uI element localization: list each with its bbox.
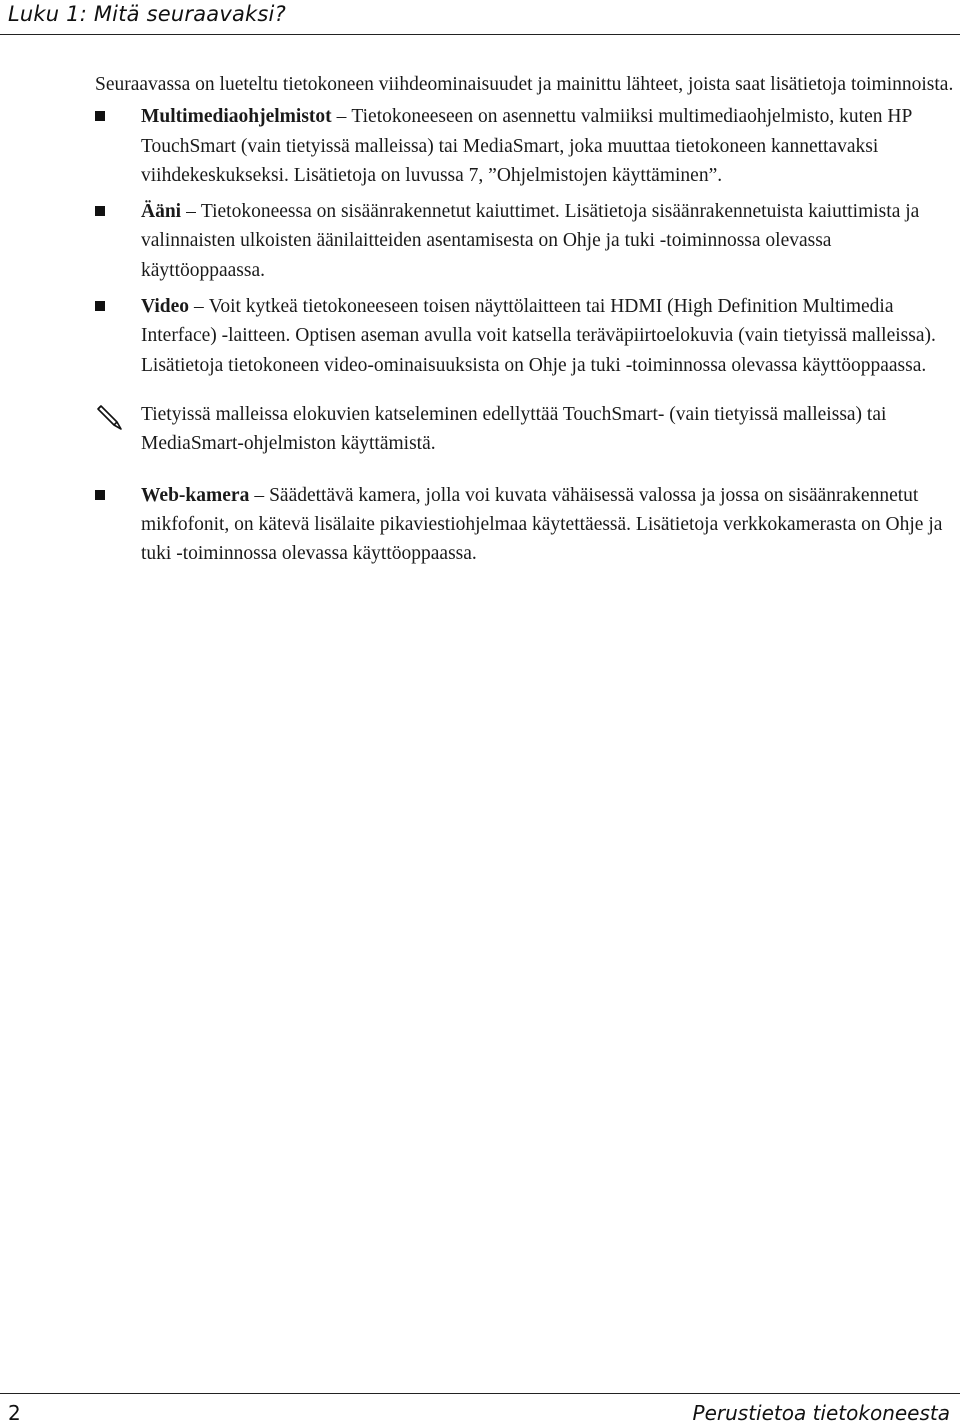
chapter-header-title: Luku 1: Mitä seuraavaksi? [8,2,286,26]
list-item-video [95,292,957,380]
em-dash: – [336,106,347,128]
square-bullet-icon [95,301,105,311]
list-item-multimedia [95,102,957,190]
footer-title: Perustietoa tietokoneesta [692,1401,950,1425]
footer-divider [0,1393,960,1394]
pencil-icon [95,402,125,432]
item-title: Video [141,296,190,318]
item-title: Ääni [141,201,182,223]
list-item-webcam [95,481,957,569]
item-text: Tietokoneessa on sisäänrakennetut kaiuttimet. Lisätietoja sisäänrakennetuista kaiuttimista ja valinnaisten ulkoisten äänilaitteiden asentamisesta on Ohje ja tuki -toiminnossa olevassa käyttöoppaassa. [141,201,920,281]
note-text: Tietyissä malleissa elokuvien katseleminen edellyttää TouchSmart- (vain tietyissä malleissa) tai MediaSmart-ohjelmiston käyttämistä. [141,403,887,455]
square-bullet-icon [95,206,105,216]
page-number: 2 [8,1401,21,1425]
list-item-audio [95,197,957,285]
item-title: Multimediaohjelmistot [141,106,332,128]
header-divider [0,34,960,35]
page-body [95,70,957,575]
item-text: Säädettävä kamera, jolla voi kuvata vähäisessä valossa ja jossa on sisäänrakennetut mikfofonit, on kätevä lisälaite pikaviestiohjelmaa käytettäessä. Lisätietoja verkkokamerasta on Ohje ja tuki -toiminnossa olevassa käyttöoppaassa. [141,484,943,565]
note-block [95,400,957,459]
item-title: Web-kamera [141,484,250,506]
square-bullet-icon [95,111,105,121]
intro-paragraph: Seuraavassa on lueteltu tietokoneen viihdeominaisuudet ja mainittu lähteet, joista saat lisätietoja toiminnoista. [95,74,954,95]
em-dash: – [186,201,196,223]
em-dash: – [194,296,204,318]
square-bullet-icon [95,490,105,500]
em-dash: – [254,484,265,506]
item-text: Voit kytkeä tietokoneeseen toisen näyttölaitteen tai HDMI (High Definition Multimedia Interface) -laitteen. Optisen aseman avulla voit katsella teräväpiirtoelokuvia (vain tietyissä malleissa). Lisätietoja tietokoneen video-ominaisuuksista on Ohje ja tuki -toiminnossa olevassa käyttöoppaassa. [141,296,936,376]
item-text: Tietokoneeseen on asennettu valmiiksi multimediaohjelmisto, kuten HP TouchSmart (vain tietyissä malleissa) tai MediaSmart, joka muuttaa tietokoneen kannettavaksi viihdekeskukseksi. Lisätietoja on luvussa 7, ”Ohjelmistojen käyttäminen”. [141,106,912,186]
